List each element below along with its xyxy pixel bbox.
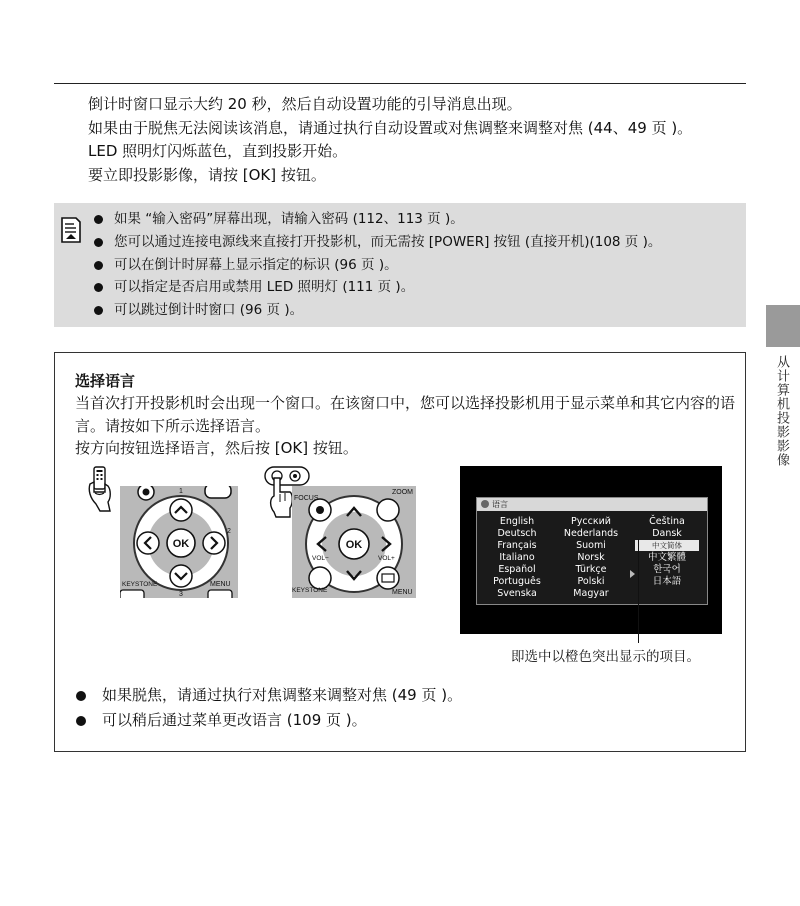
- panel-focus-label: FOCUS: [294, 495, 319, 502]
- language-option[interactable]: Magyar: [573, 588, 609, 599]
- box-bullet: 如果脱焦，请通过执行对焦调整来调整对焦 (49 页 )。: [72, 683, 462, 708]
- memo-icon: [60, 217, 82, 243]
- language-option[interactable]: Čeština: [649, 516, 685, 527]
- chapter-tab: [766, 305, 800, 347]
- projector-panel-image: [292, 486, 416, 598]
- language-option[interactable]: Polski: [577, 576, 605, 587]
- screen-caption: 即选中以橙色突出显示的项目。: [511, 649, 700, 665]
- box-bullet-list: [72, 683, 462, 733]
- intro-text: [88, 93, 768, 187]
- language-option[interactable]: English: [499, 516, 535, 527]
- language-option[interactable]: 日本語: [652, 576, 682, 587]
- panel-volplus-label: VOL+: [378, 555, 395, 562]
- note-item: 您可以通过连接电源线来直接打开投影机，而无需按 [POWER] 按钮 (直接开机)(108 页 )。: [92, 231, 661, 254]
- language-option[interactable]: 한국어: [653, 564, 681, 575]
- language-option[interactable]: Dansk: [652, 528, 682, 539]
- language-option[interactable]: Português: [493, 576, 541, 587]
- panel-ok-label: OK: [345, 539, 363, 551]
- caption-leader-line: [638, 539, 639, 643]
- language-option[interactable]: 中文繁體: [647, 552, 686, 563]
- box-bullet: 可以稍后通过菜单更改语言 (109 页 )。: [72, 708, 462, 733]
- remote-num-label: 1: [179, 488, 183, 495]
- remote-keystone-label: KEYSTONE: [122, 581, 158, 588]
- language-option[interactable]: Русский: [571, 516, 611, 527]
- chapter-label: 从计算机投影影像: [774, 355, 789, 467]
- language-option[interactable]: Italiano: [499, 552, 535, 563]
- panel-keystone-label: KEYSTONE: [292, 587, 328, 594]
- language-option[interactable]: Nederlands: [563, 528, 619, 539]
- note-item: 可以指定是否启用或禁用 LED 照明灯 (111 页 )。: [92, 276, 661, 299]
- language-option[interactable]: Türkçe: [575, 564, 607, 575]
- remote-control-image: [120, 486, 238, 598]
- box-paragraph: 按方向按钮选择语言，然后按 [OK] 按钮。: [75, 439, 358, 457]
- box-paragraph: 当首次打开投影机时会出现一个窗口。在该窗口中，您可以选择投影机用于显示菜单和其它内容的语言。请按如下所示选择语言。: [75, 394, 736, 435]
- panel-volminus-label: VOL−: [312, 555, 329, 562]
- language-option-selected[interactable]: 中文简体: [635, 540, 699, 551]
- language-option[interactable]: Suomi: [576, 540, 606, 551]
- dialog-header: [477, 498, 707, 511]
- note-item: 如果 “输入密码”屏幕出现，请输入密码 (112、113 页 )。: [92, 208, 661, 231]
- language-icon: [481, 500, 489, 508]
- top-rule: [54, 83, 746, 84]
- language-option[interactable]: Svenska: [497, 588, 537, 599]
- remote-ok-label: OK: [172, 538, 190, 550]
- box-title: 选择语言: [75, 372, 136, 390]
- dialog-title: 语言: [492, 500, 508, 509]
- remote-menu-label: MENU: [210, 581, 231, 588]
- box-body: [75, 392, 735, 460]
- language-screen: [460, 466, 722, 634]
- note-item: 可以跳过倒计时窗口 (96 页 )。: [92, 299, 661, 322]
- language-option[interactable]: Español: [498, 564, 536, 575]
- hand-remote-icon: [86, 466, 114, 512]
- panel-zoom-label: ZOOM: [392, 489, 413, 496]
- language-option[interactable]: Deutsch: [497, 528, 537, 539]
- remote-num-label: 2: [227, 528, 231, 535]
- language-option[interactable]: Norsk: [577, 552, 605, 563]
- panel-menu-label: MENU: [392, 589, 413, 596]
- intro-line: 要立即投影影像，请按 [OK] 按钮。: [88, 165, 326, 184]
- language-option[interactable]: Français: [497, 540, 537, 551]
- intro-line: LED 照明灯闪烁蓝色，直到投影开始。: [88, 142, 348, 160]
- note-list: [92, 208, 661, 322]
- remote-num-label: 3: [179, 591, 183, 598]
- intro-line: 倒计时窗口显示大约 20 秒，然后自动设置功能的引导消息出现。: [88, 95, 522, 113]
- intro-line: 如果由于脱焦无法阅读该消息，请通过执行自动设置或对焦调整来调整对焦 (44、49 页 )。: [88, 118, 693, 137]
- note-panel: [54, 203, 746, 327]
- note-item: 可以在倒计时屏幕上显示指定的标识 (96 页 )。: [92, 254, 661, 277]
- language-dialog: [476, 497, 708, 605]
